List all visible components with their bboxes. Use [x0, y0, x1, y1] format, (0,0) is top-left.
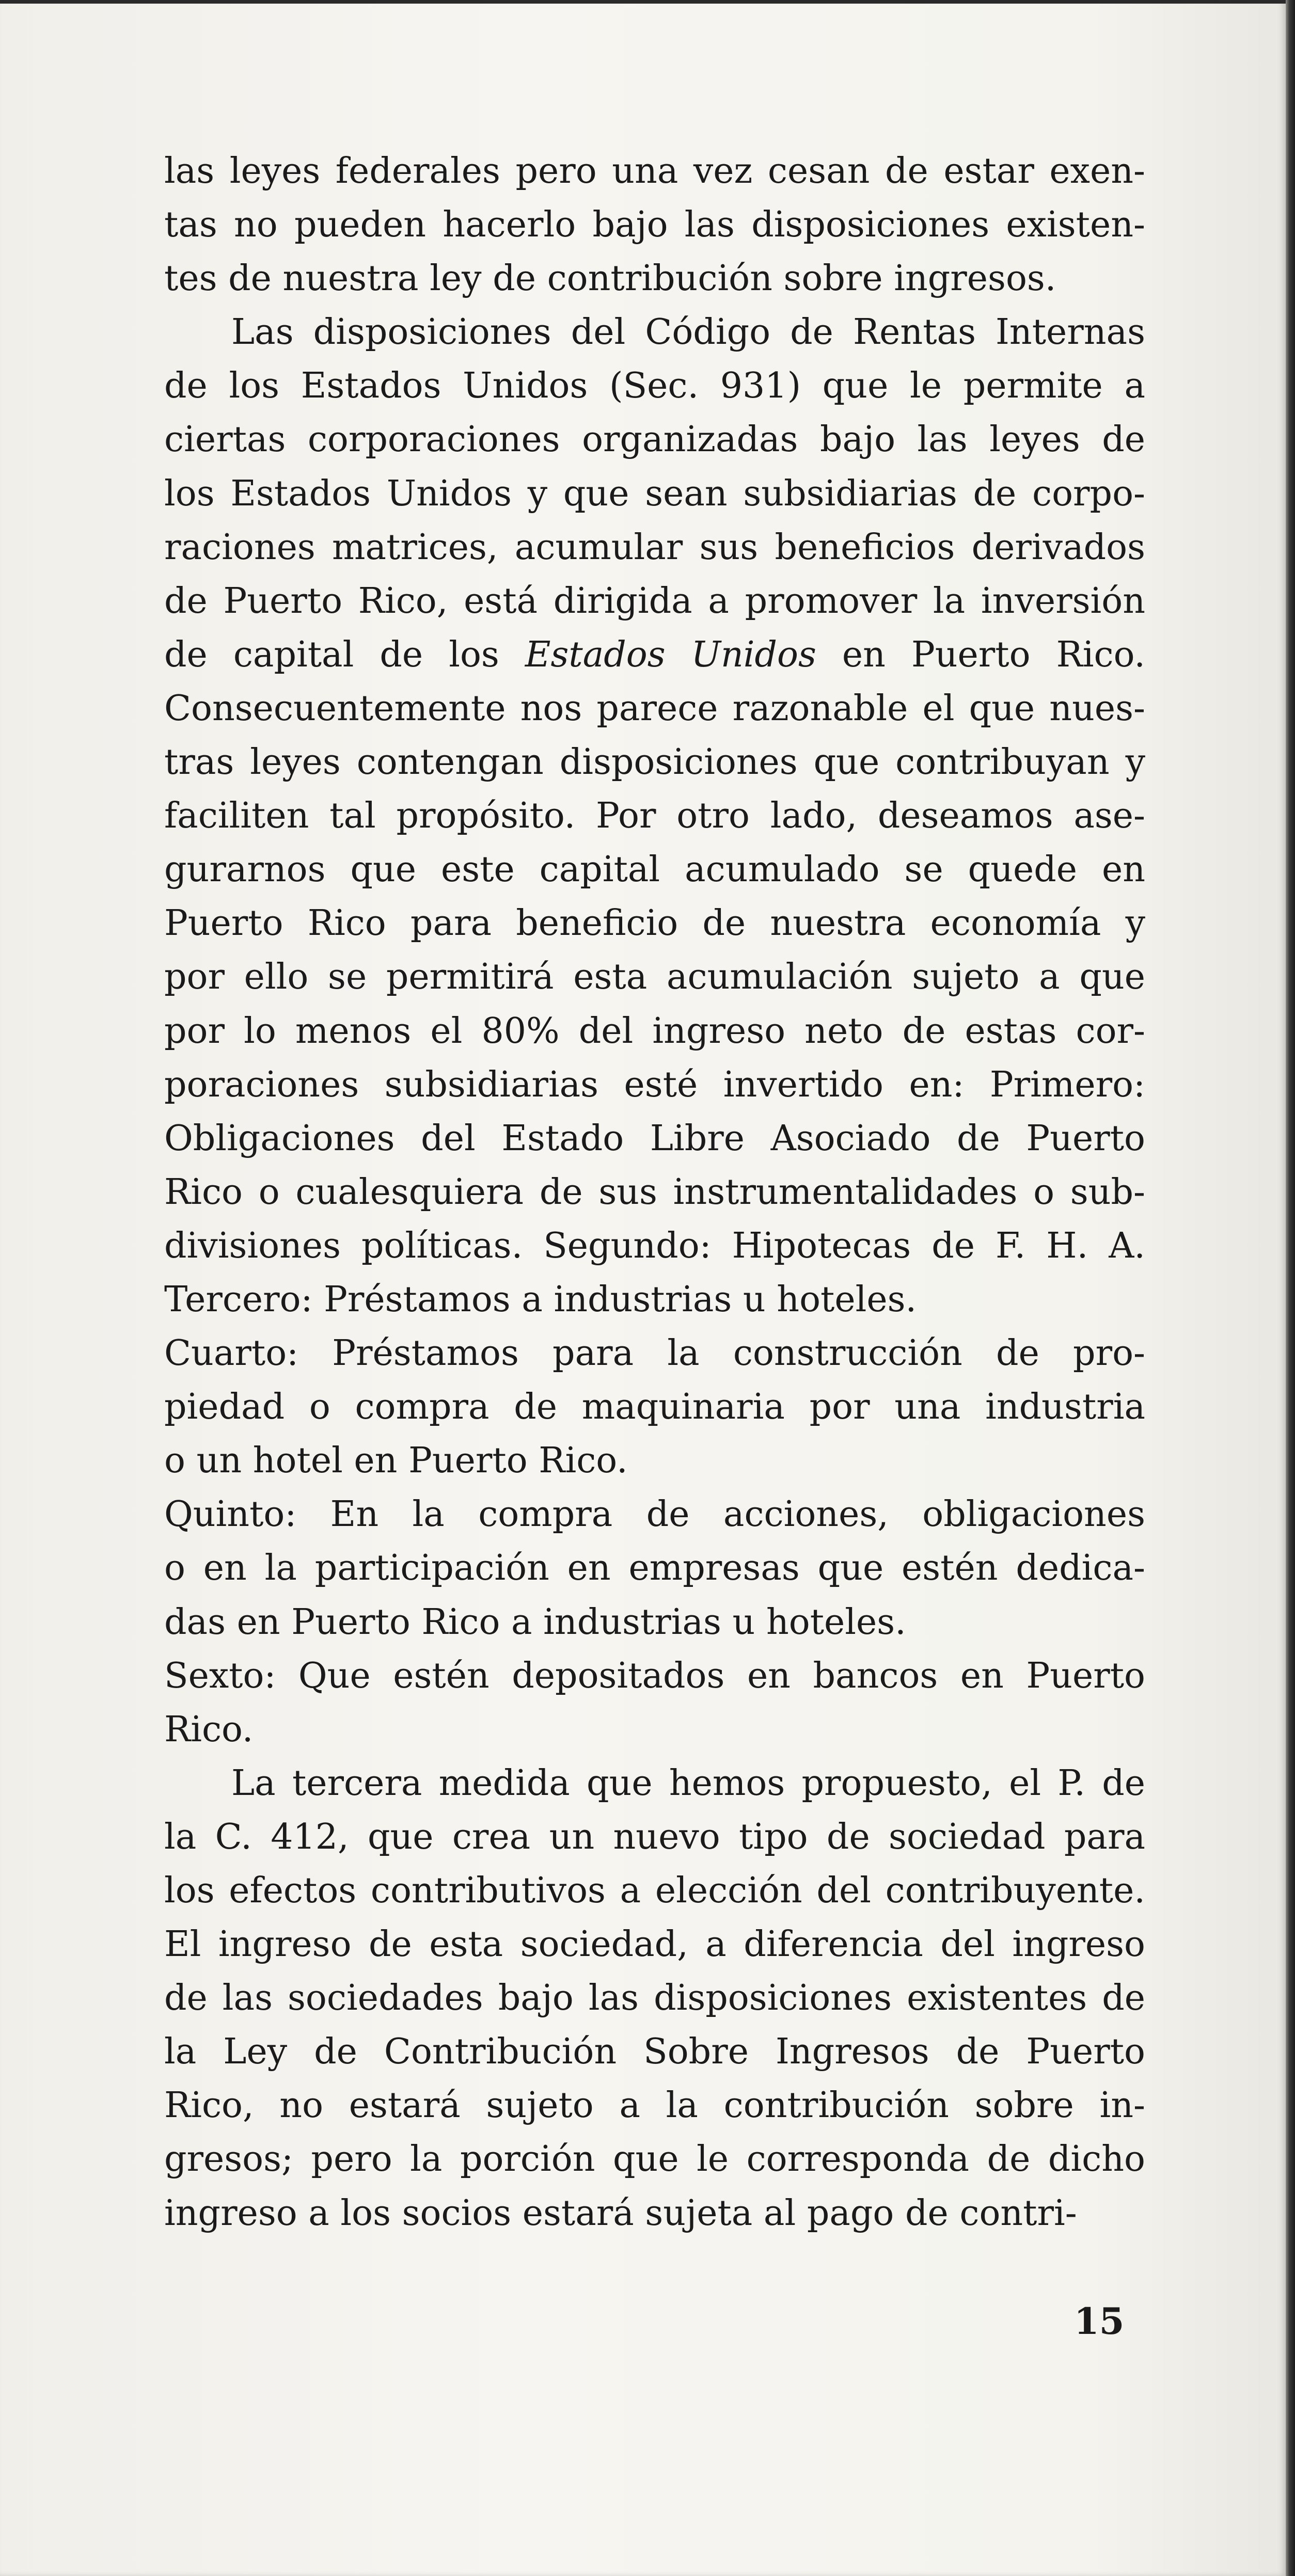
text-line: por ello se permitirá esta acumulación sujeto a que: [164, 957, 1145, 998]
paragraph: [164, 1649, 1145, 1757]
scan-right-edge: [1286, 0, 1295, 2576]
text-line: por lo menos el 80% del ingreso neto de estas cor-: [164, 1010, 1145, 1052]
text-line: o en la participación en empresas que estén dedica-: [164, 1548, 1145, 1589]
text-line: gresos; pero la porción que le corresponda de dicho: [164, 2139, 1145, 2180]
text-line: poraciones subsidiarias esté invertido en: Primero:: [164, 1064, 1145, 1105]
text-line: ciertas corporaciones organizadas bajo las leyes de: [164, 419, 1145, 460]
text-line: de las sociedades bajo las disposiciones existentes de: [164, 1978, 1145, 2019]
text-line: La tercera medida que hemos propuesto, el P. de: [231, 1762, 1145, 1804]
text-line: o un hotel en Puerto Rico.: [164, 1440, 628, 1482]
text-line: tas no pueden hacerlo bajo las disposiciones existen-: [164, 204, 1145, 246]
text-line: raciones matrices, acumular sus beneficios derivados: [164, 527, 1145, 568]
body-text: [164, 145, 1145, 2240]
scan-top-edge: [0, 0, 1295, 4]
text-line: Cuarto: Préstamos para la construcción de pro-: [164, 1333, 1145, 1374]
text-line: Sexto: Que estén depositados en bancos en Puerto: [164, 1655, 1145, 1696]
text-line: tras leyes contengan disposiciones que contribuyan y: [164, 742, 1145, 783]
paragraph: [164, 1327, 1145, 1488]
text-line: Rico, no estará sujeto a la contribución sobre in-: [164, 2085, 1145, 2126]
text-line: Quinto: En la compra de acciones, obligaciones: [164, 1494, 1145, 1535]
text-line: das en Puerto Rico a industrias u hoteles.: [164, 1601, 906, 1643]
text-line: Obligaciones del Estado Libre Asociado de Puerto: [164, 1118, 1145, 1159]
text-line: la Ley de Contribución Sobre Ingresos de Puerto: [164, 2031, 1145, 2073]
text-line: Rico.: [164, 1709, 254, 1750]
text-line: los efectos contributivos a elección del contribuyente.: [164, 1870, 1145, 1911]
text-line: Consecuentemente nos parece razonable el que nues-: [164, 688, 1145, 729]
text-line: Tercero: Préstamos a industrias u hoteles.: [164, 1279, 917, 1320]
text-line: gurarnos que este capital acumulado se quede en: [164, 849, 1145, 891]
text-line: El ingreso de esta sociedad, a diferencia del ingreso: [164, 1924, 1145, 1965]
text-line: ingreso a los socios estará sujeta al pago de contri-: [164, 2192, 1077, 2234]
text-line: Las disposiciones del Código de Rentas Internas: [231, 312, 1145, 353]
text-line: de Puerto Rico, está dirigida a promover la inversión: [164, 580, 1145, 622]
text-line: Rico o cualesquiera de sus instrumentalidades o sub-: [164, 1171, 1145, 1213]
text-line: la C. 412, que crea un nuevo tipo de sociedad para: [164, 1816, 1145, 1857]
italic-text: Estados Unidos: [525, 634, 816, 675]
paragraph: [164, 145, 1145, 306]
text-line: las leyes federales pero una vez cesan de estar exen-: [164, 151, 1145, 192]
paragraph: [164, 1488, 1145, 1649]
text-line: piedad o compra de maquinaria por una industria: [164, 1387, 1145, 1428]
text-line: tes de nuestra ley de contribución sobre ingresos.: [164, 258, 1056, 299]
text-line: Puerto Rico para beneficio de nuestra economía y: [164, 903, 1145, 944]
paragraph: [164, 306, 1145, 1327]
text-line: de capital de los Estados Unidos en Puerto Rico.: [164, 634, 1145, 675]
text-line: faciliten tal propósito. Por otro lado, deseamos ase-: [164, 796, 1145, 837]
paragraph: [164, 1757, 1145, 2240]
text-line: de los Estados Unidos (Sec. 931) que le permite a: [164, 365, 1145, 407]
page-number: 15: [1074, 2300, 1125, 2343]
text-line: los Estados Unidos y que sean subsidiarias de corpo-: [164, 473, 1145, 514]
text-line: divisiones políticas. Segundo: Hipotecas de F. H. A.: [164, 1225, 1145, 1266]
